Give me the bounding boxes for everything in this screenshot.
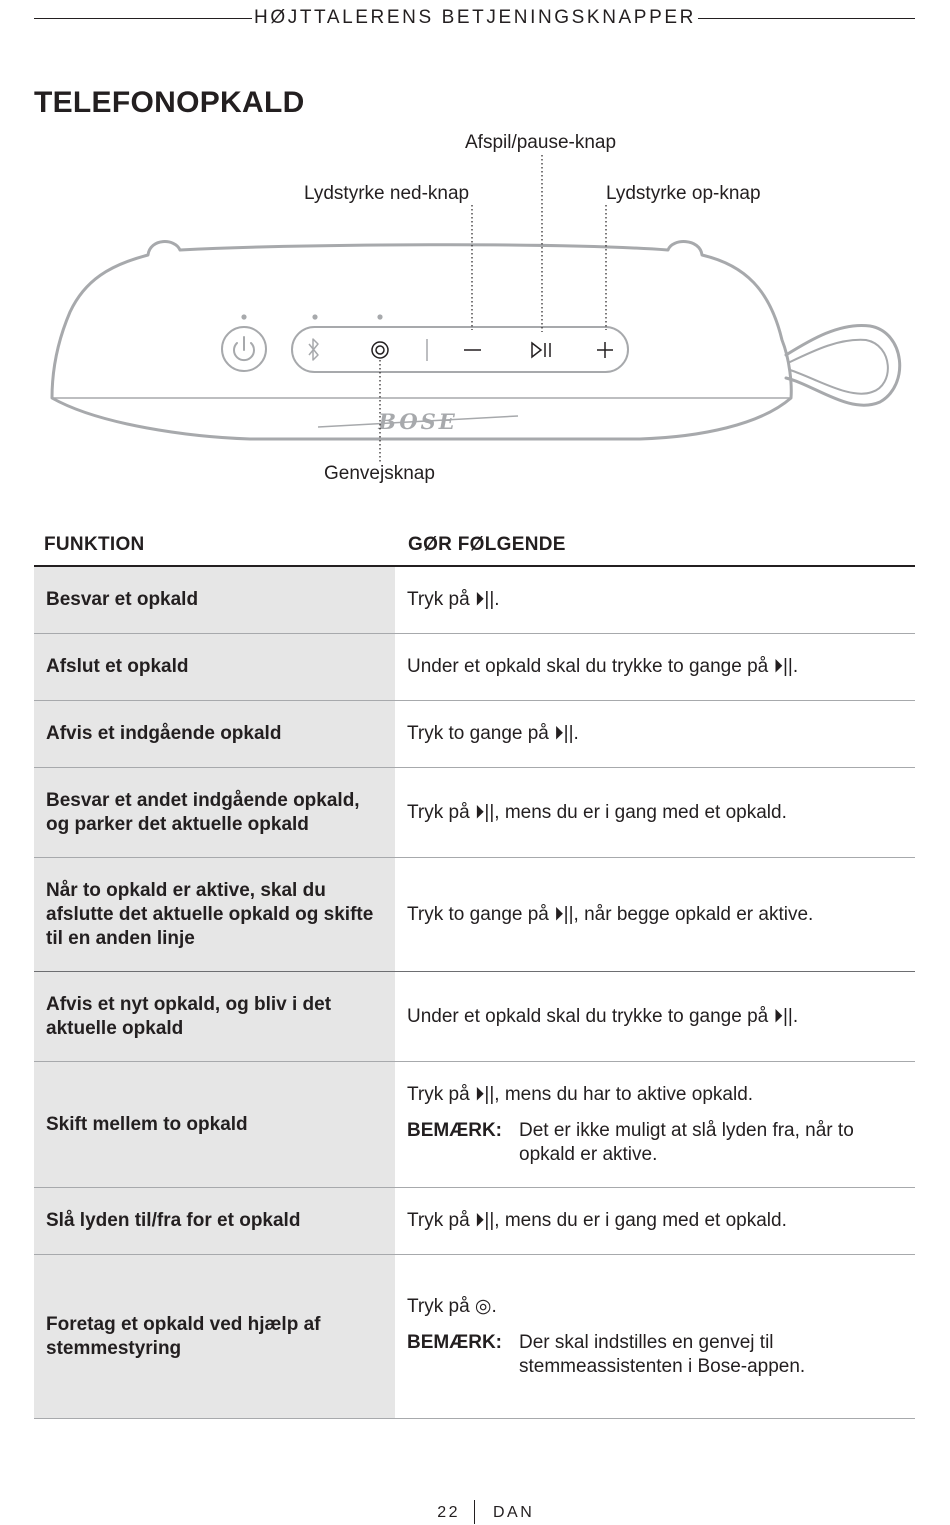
callout-volume-down: Lydstyrke ned-knap <box>304 183 470 204</box>
header-title: HØJTTALERENS BETJENINGSKNAPPER <box>254 7 696 28</box>
column-header-action: GØR FØLGENDE <box>408 534 566 555</box>
page-number: 22 <box>437 1504 460 1521</box>
table-row <box>34 634 915 701</box>
function-table <box>34 530 915 1419</box>
action-text: Tryk på ◎. <box>407 1295 497 1317</box>
action-text: Tryk på ⏵||. <box>407 589 500 610</box>
note-text: Det er ikke muligt at slå lyden fra, når to opkald er aktive. <box>519 1119 854 1165</box>
table-row <box>34 1062 915 1188</box>
action-text: Tryk på ⏵||, mens du er i gang med et opkald. <box>407 1210 787 1231</box>
shortcut-icon <box>372 342 388 358</box>
column-header-function: FUNKTION <box>44 534 145 555</box>
button-strip <box>292 327 628 372</box>
plus-icon <box>597 342 613 358</box>
table-row <box>34 858 915 972</box>
indicator-dot <box>377 314 382 319</box>
action-text: Tryk to gange på ⏵||, når begge opkald er aktive. <box>407 903 814 925</box>
action-text: Tryk på ⏵||, mens du er i gang med et opkald. <box>407 801 787 823</box>
function-cell: Besvar et opkald <box>34 567 395 633</box>
function-cell: Afvis et indgående opkald <box>34 701 395 767</box>
note-label: BEMÆRK: <box>407 1119 502 1141</box>
indicator-dot <box>241 314 246 319</box>
play-pause-button[interactable] <box>532 343 550 357</box>
strap-loop <box>786 325 900 405</box>
note <box>407 1119 903 1167</box>
indicator-dot <box>312 314 317 319</box>
function-cell: Slå lyden til/fra for et opkald <box>34 1188 395 1254</box>
function-cell: Afvis et nyt opkald, og bliv i det aktuelle opkald <box>34 972 395 1061</box>
note-text: Der skal indstilles en genvej til stemmeassistenten i Bose-appen. <box>519 1331 806 1377</box>
power-icon <box>234 337 254 360</box>
bluetooth-button[interactable] <box>309 339 318 360</box>
note-label: BEMÆRK: <box>407 1331 502 1353</box>
svg-text:BOSE: BOSE <box>378 409 458 434</box>
table-header <box>34 530 915 567</box>
action-text: Tryk to gange på ⏵||. <box>407 723 579 744</box>
speaker-diagram <box>0 0 950 500</box>
action-text: Tryk på ⏵||, mens du har to aktive opkald. <box>407 1083 754 1105</box>
bose-logo <box>318 409 518 434</box>
play-pause-icon <box>532 343 550 357</box>
callout-volume-up: Lydstyrke op-knap <box>606 183 761 204</box>
note <box>407 1331 903 1379</box>
bluetooth-icon <box>309 339 318 360</box>
table-row <box>34 768 915 858</box>
section-title: TELEFONOPKALD <box>34 86 305 119</box>
volume-up-button[interactable] <box>597 342 613 358</box>
function-cell: Når to opkald er aktive, skal du afslutte det aktuelle opkald og skifte til en anden linje <box>34 858 395 971</box>
power-button[interactable] <box>222 327 266 371</box>
function-cell: Afslut et opkald <box>34 634 395 700</box>
table-row <box>34 1188 915 1255</box>
shortcut-button[interactable] <box>372 342 388 358</box>
footer-divider <box>474 1500 475 1524</box>
action-text: Under et opkald skal du trykke to gange på ⏵||. <box>407 1005 799 1027</box>
callout-play-pause: Afspil/pause-knap <box>465 132 617 153</box>
table-row <box>34 1255 915 1419</box>
function-cell: Foretag et opkald ved hjælp af stemmestyring <box>34 1255 395 1418</box>
language-code: DAN <box>493 1504 535 1521</box>
table-row <box>34 972 915 1062</box>
callout-shortcut: Genvejsknap <box>324 463 435 484</box>
function-cell: Skift mellem to opkald <box>34 1062 395 1187</box>
table-row <box>34 701 915 768</box>
table-row <box>34 567 915 634</box>
function-cell: Besvar et andet indgående opkald, og parker det aktuelle opkald <box>34 768 395 857</box>
action-text: Under et opkald skal du trykke to gange på ⏵||. <box>407 656 799 677</box>
